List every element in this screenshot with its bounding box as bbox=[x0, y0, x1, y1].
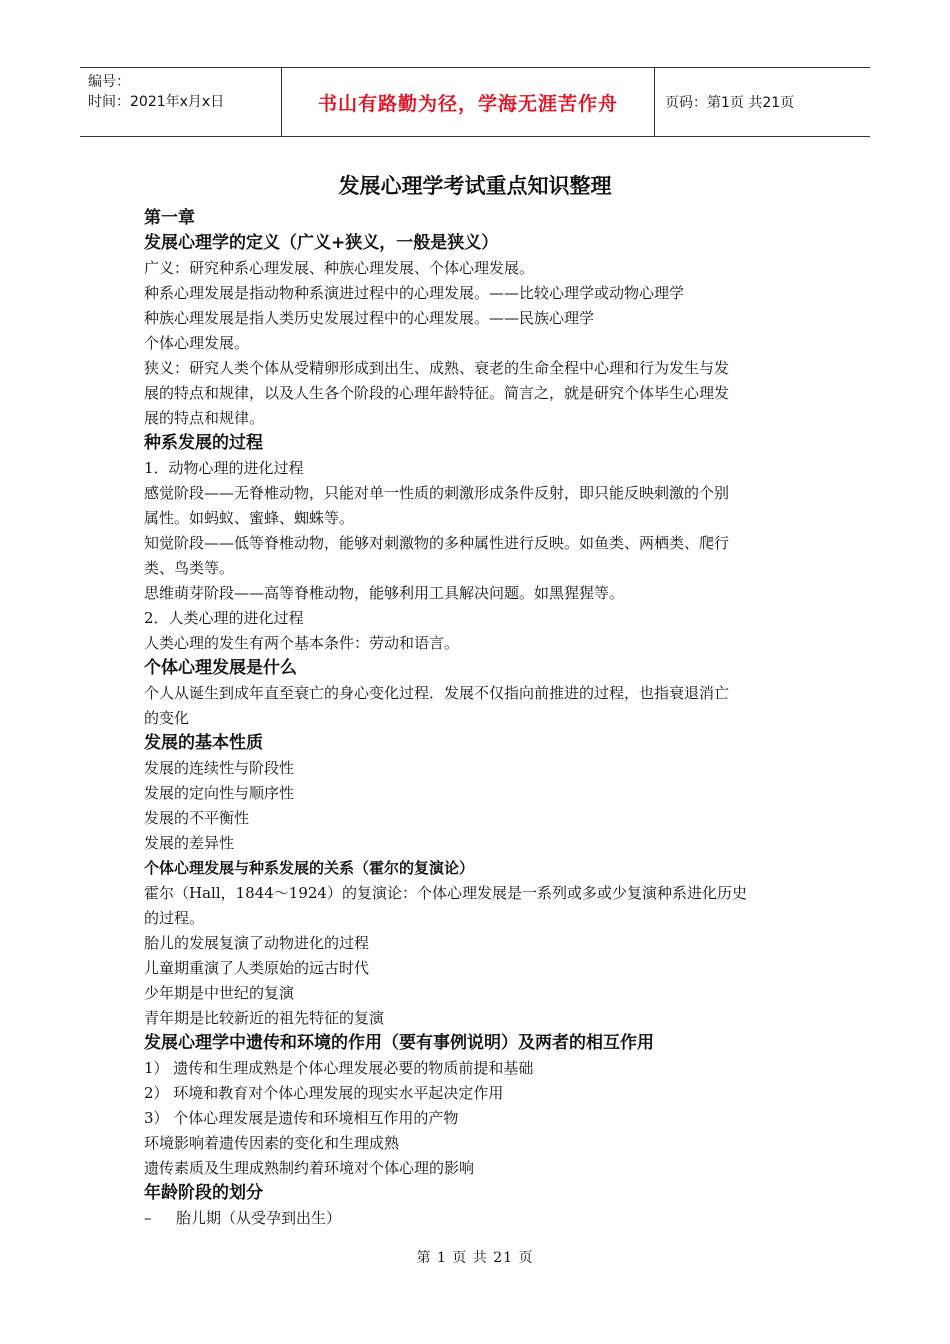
section-heading: 发展心理学的定义（广义+狭义，一般是狭义） bbox=[144, 233, 499, 253]
document-title: 发展心理学考试重点知识整理 bbox=[338, 174, 612, 198]
paragraph-line: 1） 遗传和生理成熟是个体心理发展必要的物质前提和基础 bbox=[144, 1059, 534, 1077]
header-meta bbox=[80, 68, 282, 136]
paragraph-line: 种族心理发展是指人类历史发展过程中的心理发展。——民族心理学 bbox=[144, 309, 595, 327]
section-heading: 个体心理发展是什么 bbox=[144, 658, 297, 678]
paragraph-line: 类、鸟类等。 bbox=[144, 559, 235, 577]
paragraph-line: 儿童期重演了人类原始的远古时代 bbox=[144, 959, 370, 977]
paragraph-line: 感觉阶段——无脊椎动物，只能对单一性质的刺激形成条件反射，即只能反映刺激的个别 bbox=[144, 484, 730, 502]
header-motto: 书山有路勤为径，学海无涯苦作舟 bbox=[282, 68, 655, 136]
paragraph-line: 霍尔（Hall，1844～1924）的复演论：个体心理发展是一系列或多或少复演种系进化历史 bbox=[144, 884, 747, 902]
paragraph-line: 发展的不平衡性 bbox=[144, 809, 250, 827]
subsection-heading: 个体心理发展与种系发展的关系（霍尔的复演论） bbox=[144, 859, 475, 877]
paragraph-line: 个体心理发展。 bbox=[144, 334, 250, 352]
paragraph-line: 发展的定向性与顺序性 bbox=[144, 784, 295, 802]
page-footer: 第 1 页 共 21 页 bbox=[416, 1250, 534, 1266]
paragraph-line: 种系心理发展是指动物种系演进过程中的心理发展。——比较心理学或动物心理学 bbox=[144, 284, 685, 302]
paragraph-line: 胎儿的发展复演了动物进化的过程 bbox=[144, 934, 370, 952]
paragraph-line: 展的特点和规律。 bbox=[144, 409, 265, 427]
paragraph-line: 的过程。 bbox=[144, 909, 205, 927]
paragraph-line: 个人从诞生到成年直至衰亡的身心变化过程．发展不仅指向前推进的过程，也指衰退消亡 bbox=[144, 684, 730, 702]
paragraph-line: 展的特点和规律，以及人生各个阶段的心理年龄特征。简言之，就是研究个体毕生心理发 bbox=[144, 384, 730, 402]
paragraph-line: 2） 环境和教育对个体心理发展的现实水平起决定作用 bbox=[144, 1084, 504, 1102]
list-item-text: 胎儿期（从受孕到出生） bbox=[176, 1209, 342, 1227]
paragraph-line: 思维萌芽阶段——高等脊椎动物，能够利用工具解决问题。如黑猩猩等。 bbox=[144, 584, 625, 602]
header-time: 时间：2021年x月x日 bbox=[88, 94, 225, 110]
paragraph-line: 青年期是比较新近的祖先特征的复演 bbox=[144, 1009, 385, 1027]
section-heading: 年龄阶段的划分 bbox=[144, 1183, 263, 1203]
paragraph-line: 人类心理的发生有两个基本条件：劳动和语言。 bbox=[144, 634, 460, 652]
paragraph-line: 2．人类心理的进化过程 bbox=[144, 609, 304, 627]
section-heading: 发展心理学中遗传和环境的作用（要有事例说明）及两者的相互作用 bbox=[144, 1033, 654, 1053]
header-table bbox=[80, 67, 870, 137]
paragraph-line: 1．动物心理的进化过程 bbox=[144, 459, 304, 477]
section-heading: 第一章 bbox=[144, 208, 195, 228]
header-page-info: 页码：第1页 共21页 bbox=[665, 95, 795, 111]
paragraph-line: 的变化 bbox=[144, 709, 190, 727]
paragraph-line: 广义：研究种系心理发展、种族心理发展、个体心理发展。 bbox=[144, 259, 535, 277]
document-body bbox=[144, 206, 814, 1231]
paragraph-line: 少年期是中世纪的复演 bbox=[144, 984, 295, 1002]
section-heading: 发展的基本性质 bbox=[144, 733, 263, 753]
paragraph-line: 属性。如蚂蚁、蜜蜂、蜘蛛等。 bbox=[144, 509, 355, 527]
list-item bbox=[144, 1206, 814, 1231]
paragraph-line: 知觉阶段——低等脊椎动物，能够对刺激物的多种属性进行反映。如鱼类、两栖类、爬行 bbox=[144, 534, 730, 552]
paragraph-line: 3） 个体心理发展是遗传和环境相互作用的产物 bbox=[144, 1109, 459, 1127]
section-heading: 种系发展的过程 bbox=[144, 433, 263, 453]
list-marker: – bbox=[144, 1209, 152, 1227]
paragraph-line: 狭义：研究人类个体从受精卵形成到出生、成熟、衰老的生命全程中心理和行为发生与发 bbox=[144, 359, 730, 377]
paragraph-line: 发展的差异性 bbox=[144, 834, 235, 852]
header-number: 编号： bbox=[88, 74, 130, 90]
paragraph-line: 发展的连续性与阶段性 bbox=[144, 759, 295, 777]
paragraph-line: 环境影响着遗传因素的变化和生理成熟 bbox=[144, 1134, 400, 1152]
paragraph-line: 遗传素质及生理成熟制约着环境对个体心理的影响 bbox=[144, 1159, 475, 1177]
